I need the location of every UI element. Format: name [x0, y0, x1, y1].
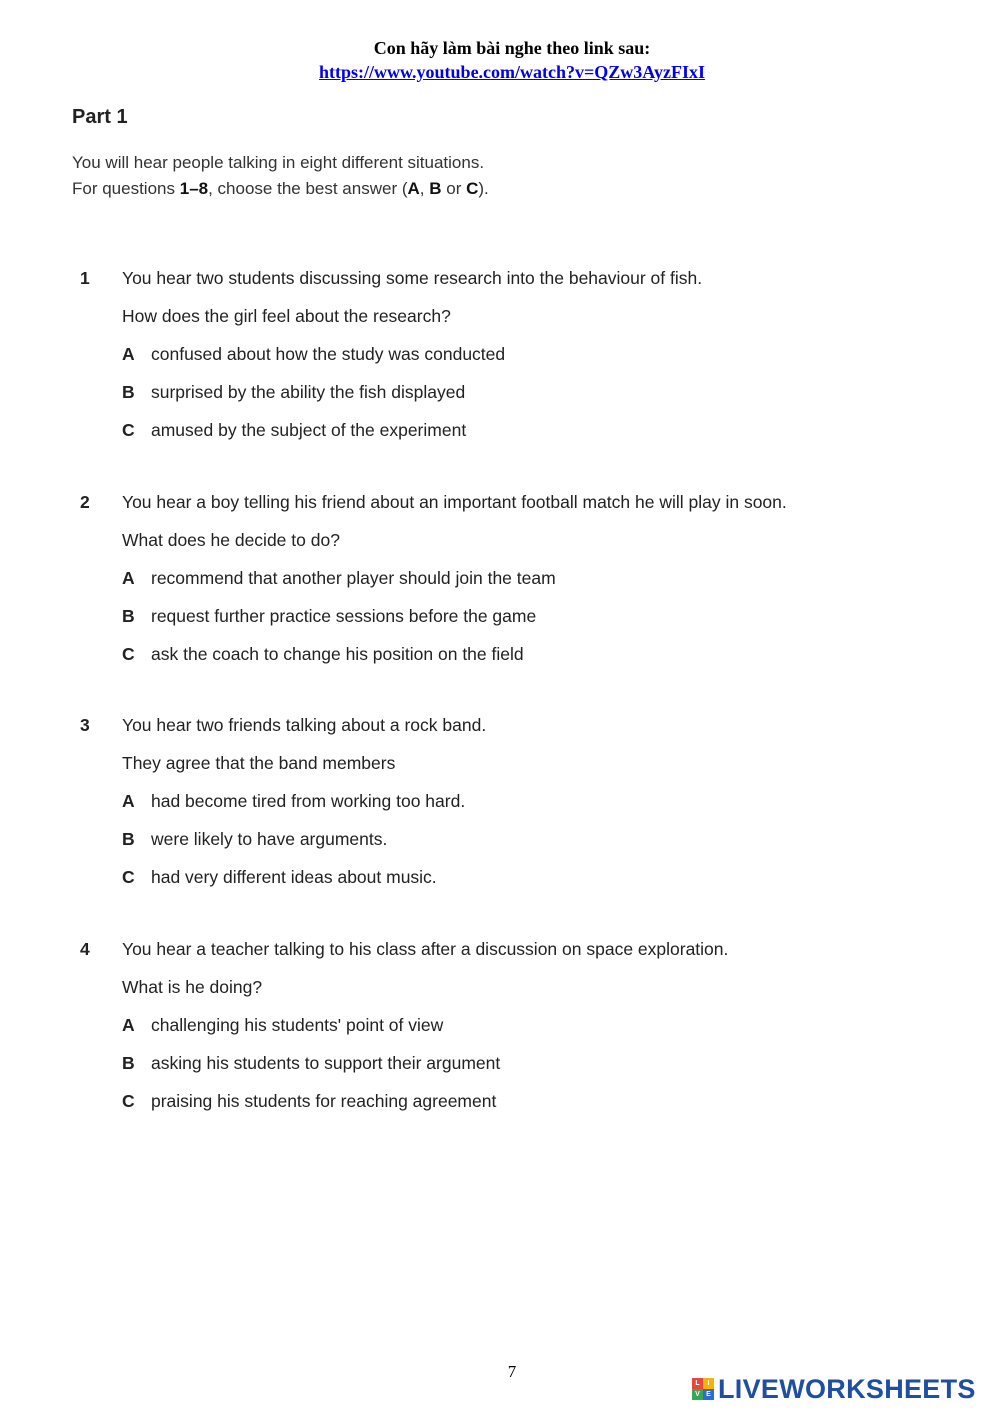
option-c[interactable]: C praising his students for reaching agreement — [122, 1091, 497, 1111]
question-context: You hear a boy telling his friend about an important football match he will play in soon. — [122, 492, 787, 512]
page-header — [0, 36, 1000, 84]
question-context: You hear a teacher talking to his class after a discussion on space exploration. — [122, 939, 729, 959]
option-c[interactable]: C amused by the subject of the experiment — [122, 420, 467, 440]
question-stem: What does he decide to do? — [122, 530, 340, 550]
question-stem: How does the girl feel about the research? — [122, 306, 451, 326]
question-2 — [80, 492, 900, 682]
option-a[interactable]: A recommend that another player should join the team — [122, 568, 556, 588]
liveworksheets-watermark — [692, 1374, 976, 1404]
question-1 — [80, 268, 900, 458]
question-context: You hear two students discussing some research into the behaviour of fish. — [122, 268, 703, 288]
question-number: 4 — [80, 939, 90, 959]
page-number: 7 — [507, 1362, 517, 1381]
listening-instruction: Con hãy làm bài nghe theo link sau: — [373, 38, 651, 58]
option-a[interactable]: A had become tired from working too hard. — [122, 791, 466, 811]
question-stem: They agree that the band members — [122, 753, 396, 773]
option-b[interactable]: B request further practice sessions before the game — [122, 606, 537, 626]
option-b[interactable]: B were likely to have arguments. — [122, 829, 388, 849]
question-number: 3 — [80, 715, 90, 735]
option-c[interactable]: C ask the coach to change his position on the field — [122, 644, 524, 664]
question-context: You hear two friends talking about a rock band. — [122, 715, 487, 735]
option-b[interactable]: B asking his students to support their argument — [122, 1053, 501, 1073]
intro-line-2: For questions 1–8, choose the best answer (A, B or C). — [72, 179, 489, 198]
question-4 — [80, 939, 900, 1129]
watermark-text: LIVEWORKSHEETS — [718, 1373, 976, 1404]
youtube-link[interactable]: https://www.youtube.com/watch?v=QZw3AyzFIxI — [319, 62, 705, 82]
option-a[interactable]: A challenging his students' point of view — [122, 1015, 444, 1035]
option-b[interactable]: B surprised by the ability the fish displayed — [122, 382, 466, 402]
liveworksheets-logo-icon: L I V E — [692, 1378, 714, 1400]
intro-line-1: You will hear people talking in eight different situations. — [72, 153, 485, 172]
question-3 — [80, 715, 900, 905]
option-c[interactable]: C had very different ideas about music. — [122, 867, 437, 887]
question-number: 1 — [80, 268, 90, 288]
part-title: Part 1 — [72, 106, 128, 128]
question-stem: What is he doing? — [122, 977, 263, 997]
option-a[interactable]: A confused about how the study was conducted — [122, 344, 506, 364]
question-number: 2 — [80, 492, 90, 512]
part-intro — [72, 150, 489, 202]
